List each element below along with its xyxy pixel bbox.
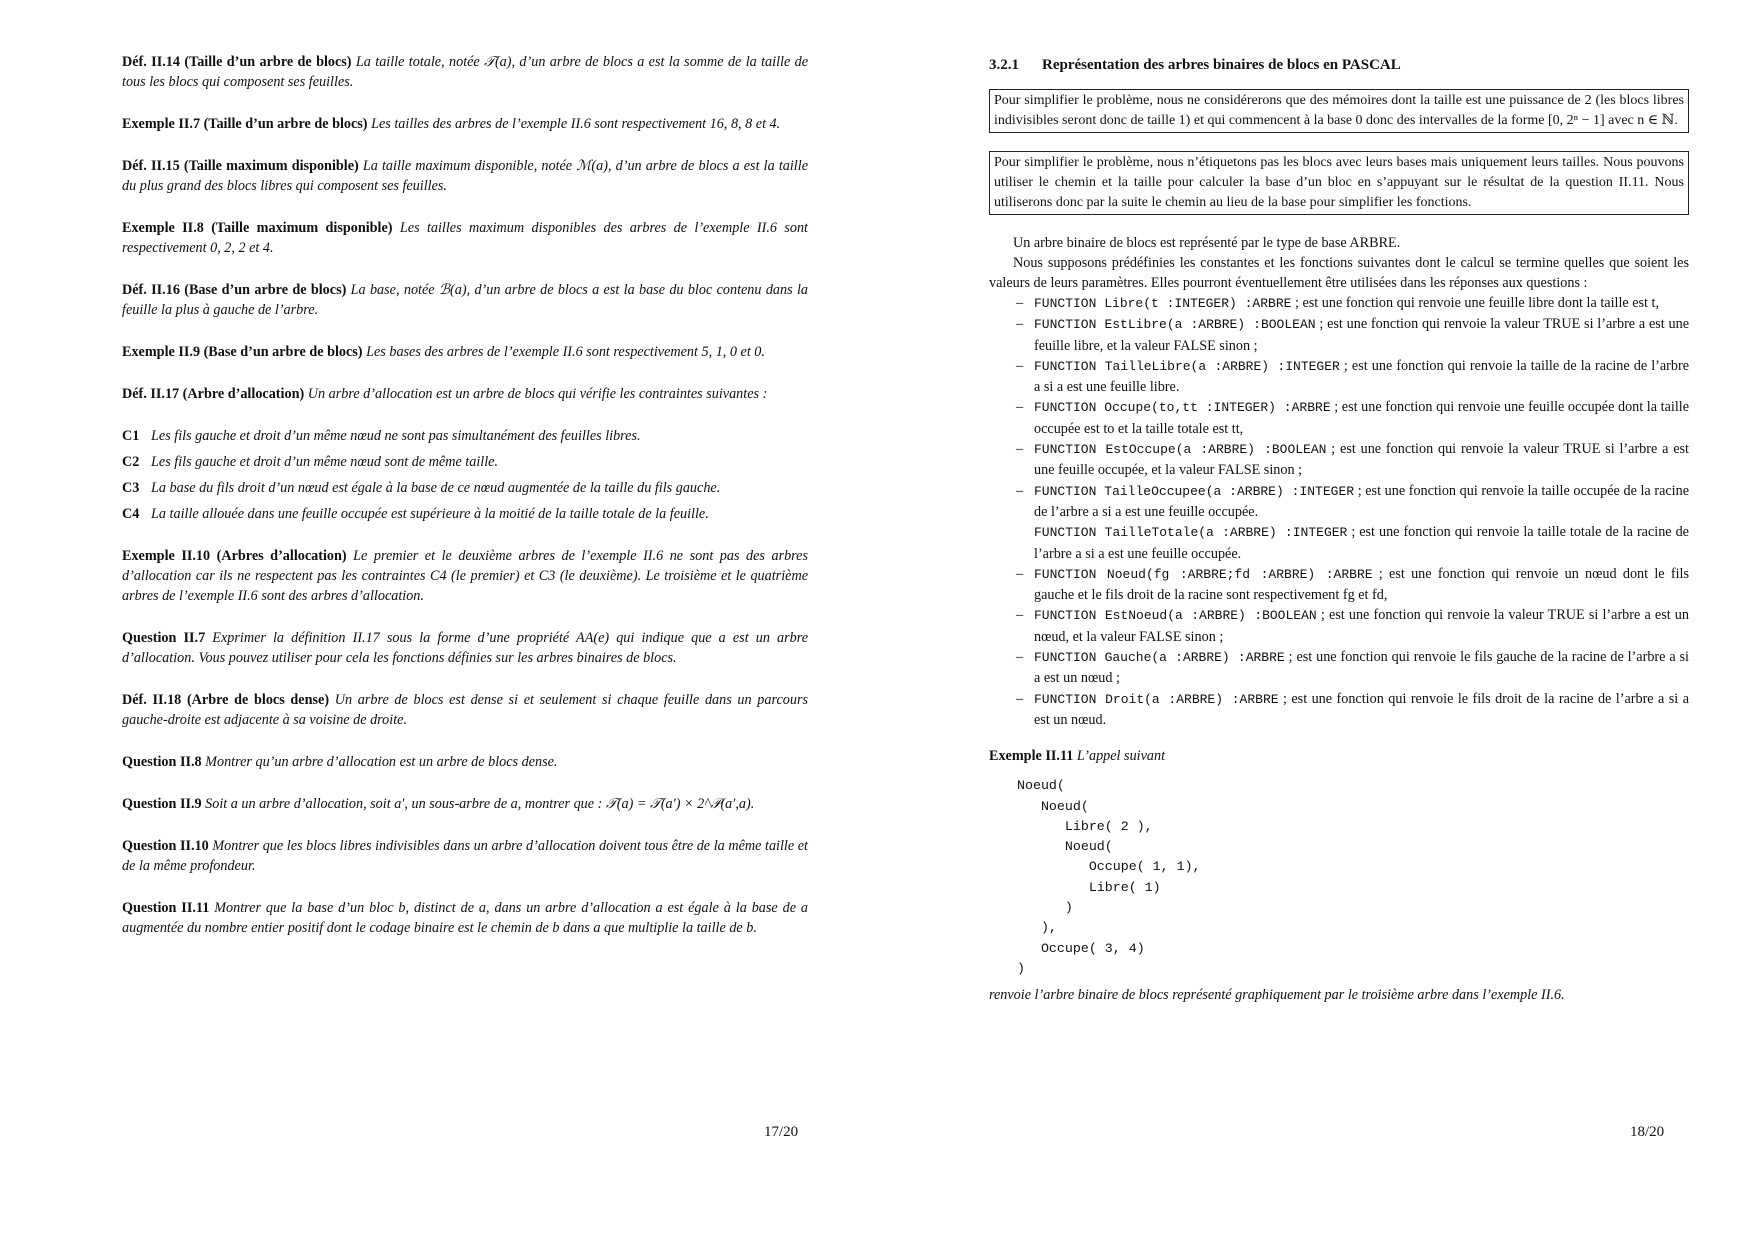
block-text: Montrer que la base d’un bloc b, distinct de a, dans un arbre d’allocation a est égale à la base de a augmentée du nombre entier positif dont le codage binaire est le chemin de b dans a que multiplie la taille de b. <box>122 900 809 936</box>
block-label: Déf. II.18 (Arbre de blocs dense) <box>122 692 330 708</box>
list-dash: – <box>1016 399 1024 416</box>
text-block <box>122 342 808 362</box>
block-label: Déf. II.15 (Taille maximum disponible) <box>122 158 359 174</box>
list-dash: – <box>1016 649 1024 666</box>
note-box-memory: Pour simplifier le problème, nous ne considérerons que des mémoires dont la taille est une puissance de 2 (les blocs libres indivisibles seront donc de taille 1) et qui commencent à la base 0 donc des intervalles de la forme [0, 2ⁿ − 1] avec n ∈ ℕ. <box>989 89 1689 133</box>
function-item <box>1016 439 1689 481</box>
list-dash: – <box>1016 690 1024 707</box>
example-block <box>989 746 1689 766</box>
constraint-text: La base du fils droit d’un nœud est égale à la base de ce nœud augmentée de la taille du fils gauche. <box>151 480 721 496</box>
block-label: Exemple II.7 (Taille d’un arbre de blocs) <box>122 116 368 132</box>
example-caption: renvoie l’arbre binaire de blocs représenté graphiquement par le troisième arbre dans l’exemple II.6. <box>989 987 1565 1004</box>
function-description: ; est une fonction qui renvoie la taille occupée de la racine de l’arbre a si a est une feuille occupée. <box>1034 482 1689 520</box>
block-text: Exprimer la définition II.17 sous la forme d’une propriété AA(e) qui indique que a est un arbre d’allocation. Vous pouvez utiliser pour cela les fonctions définies sur les arbres binaires de blocs. <box>122 630 809 666</box>
block-text: Les tailles maximum disponibles des arbres de l’exemple II.6 sont respectivement 0, 2, 2 et 4. <box>122 220 808 256</box>
text-block <box>122 52 808 92</box>
function-signature: FUNCTION EstLibre(a :ARBRE) :BOOLEAN <box>1034 317 1316 333</box>
block-label: Question II.11 <box>122 900 210 916</box>
function-item <box>1016 605 1689 647</box>
list-dash: – <box>1016 441 1024 458</box>
constraint-label: C4 <box>122 506 140 522</box>
function-item <box>1016 522 1689 564</box>
function-description: ; est une fonction qui renvoie la taille totale de la racine de l’arbre a si a est une feuille occupée. <box>1034 524 1689 562</box>
list-dash: – <box>1016 565 1024 582</box>
list-dash: – <box>1016 357 1024 374</box>
text-block <box>122 898 808 938</box>
function-signature: FUNCTION EstNoeud(a :ARBRE) :BOOLEAN <box>1034 608 1317 624</box>
function-description: ; est une fonction qui renvoie le fils droit de la racine de l’arbre a si a est un nœud. <box>1034 690 1689 728</box>
constraint-item <box>122 504 808 524</box>
functions-intro: Nous supposons prédéfinies les constantes et les fonctions suivantes dont le calcul se termine quelles que soient les valeurs de leurs paramètres. Elles pourront éventuellement être utilisées dans les réponses aux questions : <box>989 255 1689 291</box>
function-item <box>1016 356 1689 398</box>
block-text: Un arbre de blocs est dense si et seulement si chaque feuille dans un parcours gauche-droite est adjacente à sa voisine de droite. <box>122 692 809 728</box>
block-label: Exemple II.10 (Arbres d’allocation) <box>122 548 347 564</box>
function-description: ; est une fonction qui renvoie un nœud dont le fils gauche et le fils droit de la racine sont respectivement fg et fd, <box>1034 565 1689 604</box>
text-block <box>122 628 808 668</box>
constraint-label: C3 <box>122 480 140 496</box>
function-item <box>1016 314 1689 356</box>
constraint-item <box>122 452 808 472</box>
left-definitions <box>122 52 808 404</box>
text-block <box>122 794 808 814</box>
constraints-list <box>122 426 808 524</box>
page-number-left: 17/20 <box>764 1124 799 1140</box>
left-questions <box>122 546 808 938</box>
block-text: Un arbre d’allocation est un arbre de blocs qui vérifie les contraintes suivantes : <box>307 386 768 402</box>
page-number-right: 18/20 <box>1630 1124 1665 1140</box>
block-text: La base, notée ℬ(a), d’un arbre de blocs a est la base du bloc contenu dans la feuille la plus à gauche de l’arbre. <box>122 282 808 318</box>
block-label: Déf. II.14 (Taille d’un arbre de blocs) <box>122 54 352 70</box>
function-signature: FUNCTION TailleOccupee(a :ARBRE) :INTEGER <box>1034 483 1355 499</box>
function-signature: FUNCTION TailleLibre(a :ARBRE) :INTEGER <box>1034 358 1340 374</box>
code-example: Noeud( Noeud( Libre( 2 ), Noeud( Occupe( 1, 1), Libre( 1) ) ), Occupe( 3, 4) ) <box>1017 778 1201 976</box>
text-block <box>122 690 808 730</box>
left-column <box>122 52 808 960</box>
function-signature: FUNCTION Droit(a :ARBRE) :ARBRE <box>1034 691 1279 707</box>
constraint-text: Les fils gauche et droit d’un même nœud sont de même taille. <box>151 454 499 470</box>
example-text: L’appel suivant <box>1076 748 1166 765</box>
text-block <box>122 752 808 772</box>
function-signature: FUNCTION Gauche(a :ARBRE) :ARBRE <box>1034 650 1285 666</box>
text-block <box>122 156 808 196</box>
section-title: Représentation des arbres binaires de blocs en PASCAL <box>1042 57 1401 73</box>
type-paragraph: Un arbre binaire de blocs est représenté par le type de base ARBRE. <box>1013 235 1401 251</box>
note-box-labels: Pour simplifier le problème, nous n’étiquetons pas les blocs avec leurs bases mais uniquement leurs tailles. Nous pouvons utiliser le chemin et la taille pour calculer la base d’un bloc en s’appuyant sur le résultat de la question II.11. Nous utiliserons donc par la suite le chemin au lieu de la base pour simplifier les fonctions. <box>989 151 1689 215</box>
function-item <box>1016 293 1689 314</box>
list-dash: – <box>1016 482 1024 499</box>
function-description: ; est une fonction qui renvoie une feuille libre dont la taille est t, <box>1291 295 1660 311</box>
text-block <box>122 218 808 258</box>
text-block <box>122 384 808 404</box>
constraint-item <box>122 426 808 446</box>
block-label: Exemple II.8 (Taille maximum disponible) <box>122 220 393 236</box>
block-label: Déf. II.16 (Base d’un arbre de blocs) <box>122 282 347 298</box>
list-dash: – <box>1016 295 1024 311</box>
function-signature: FUNCTION Noeud(fg :ARBRE;fd :ARBRE) :ARBRE <box>1034 566 1373 582</box>
block-text: Montrer qu’un arbre d’allocation est un arbre de blocs dense. <box>205 754 558 770</box>
block-text: Les tailles des arbres de l’exemple II.6 sont respectivement 16, 8, 8 et 4. <box>371 116 781 132</box>
constraint-item <box>122 478 808 498</box>
block-text: Le premier et le deuxième arbres de l’exemple II.6 ne sont pas des arbres d’allocation car ils ne respectent pas les contraintes C4 (le premier) et C3 (le deuxième). Le troisième et le quatrième arbres de l’exemple II.6 sont des arbres d’allocation. <box>122 548 808 604</box>
text-block <box>122 280 808 320</box>
function-signature: FUNCTION Libre(t :INTEGER) :ARBRE <box>1034 296 1292 311</box>
function-description: ; est une fonction qui renvoie la valeur TRUE si l’arbre a est une feuille occupée, et la valeur FALSE sinon ; <box>1034 441 1689 479</box>
constraint-text: La taille allouée dans une feuille occupée est supérieure à la moitié de la taille totale de la feuille. <box>151 506 709 522</box>
function-item <box>1016 481 1689 523</box>
constraint-text: Les fils gauche et droit d’un même nœud ne sont pas simultanément des feuilles libres. <box>151 428 641 444</box>
function-signature: FUNCTION EstOccupe(a :ARBRE) :BOOLEAN <box>1034 442 1327 458</box>
function-description: ; est une fonction qui renvoie la valeur TRUE si l’arbre a est un nœud, et la valeur FALSE sinon ; <box>1034 607 1689 645</box>
function-description: ; est une fonction qui renvoie le fils gauche de la racine de l’arbre a si a est un nœud ; <box>1034 649 1689 687</box>
block-label: Question II.8 <box>122 754 202 770</box>
function-item <box>1016 564 1689 606</box>
example-label: Exemple II.11 <box>989 748 1074 765</box>
text-block <box>122 546 808 606</box>
function-signature: FUNCTION Occupe(to,tt :INTEGER) :ARBRE <box>1034 400 1331 416</box>
block-text: Montrer que les blocs libres indivisibles dans un arbre d’allocation doivent tous être de la même taille et de la même profondeur. <box>122 838 808 874</box>
function-description: ; est une fonction qui renvoie une feuille occupée dont la taille occupée est to et la taille totale est tt, <box>1034 399 1690 437</box>
left-page <box>0 0 876 1243</box>
block-label: Question II.9 <box>122 796 202 812</box>
list-dash: – <box>1016 316 1024 333</box>
text-block <box>122 114 808 134</box>
function-item <box>1016 397 1689 439</box>
function-signature: FUNCTION TailleTotale(a :ARBRE) :INTEGER <box>1034 525 1348 541</box>
section-number: 3.2.1 <box>989 57 1019 73</box>
constraint-label: C2 <box>122 454 140 470</box>
block-text: La taille maximum disponible, notée ℳ(a), d’un arbre de blocs a est la taille du plus grand des blocs libres qui composent ses feuilles. <box>122 158 808 194</box>
function-item <box>1016 647 1689 689</box>
block-text: La taille totale, notée 𝒯(a), d’un arbre de blocs a est la somme de la taille de tous les blocs qui composent ses feuilles. <box>122 54 809 90</box>
right-page <box>876 0 1753 1243</box>
function-description: ; est une fonction qui renvoie la taille de la racine de l’arbre a si a est une feuille libre. <box>1034 357 1690 396</box>
block-label: Exemple II.9 (Base d’un arbre de blocs) <box>122 344 363 360</box>
right-column <box>989 55 1689 1005</box>
function-description: ; est une fonction qui renvoie la valeur TRUE si l’arbre a est une feuille libre, et la valeur FALSE sinon ; <box>1034 316 1689 354</box>
function-item <box>1016 689 1689 731</box>
block-text: Soit a un arbre d’allocation, soit a′, un sous-arbre de a, montrer que : 𝒯(a) = 𝒯(a′) × 2^𝒫(a′,a). <box>205 796 755 812</box>
section-heading <box>989 55 1689 75</box>
block-label: Question II.10 <box>122 838 209 854</box>
block-label: Déf. II.17 (Arbre d’allocation) <box>122 386 305 402</box>
function-list <box>989 293 1689 730</box>
constraint-label: C1 <box>122 428 140 444</box>
block-text: Les bases des arbres de l’exemple II.6 sont respectivement 5, 1, 0 et 0. <box>366 344 765 360</box>
text-block <box>122 836 808 876</box>
list-dash: – <box>1016 607 1024 624</box>
block-label: Question II.7 <box>122 630 206 646</box>
